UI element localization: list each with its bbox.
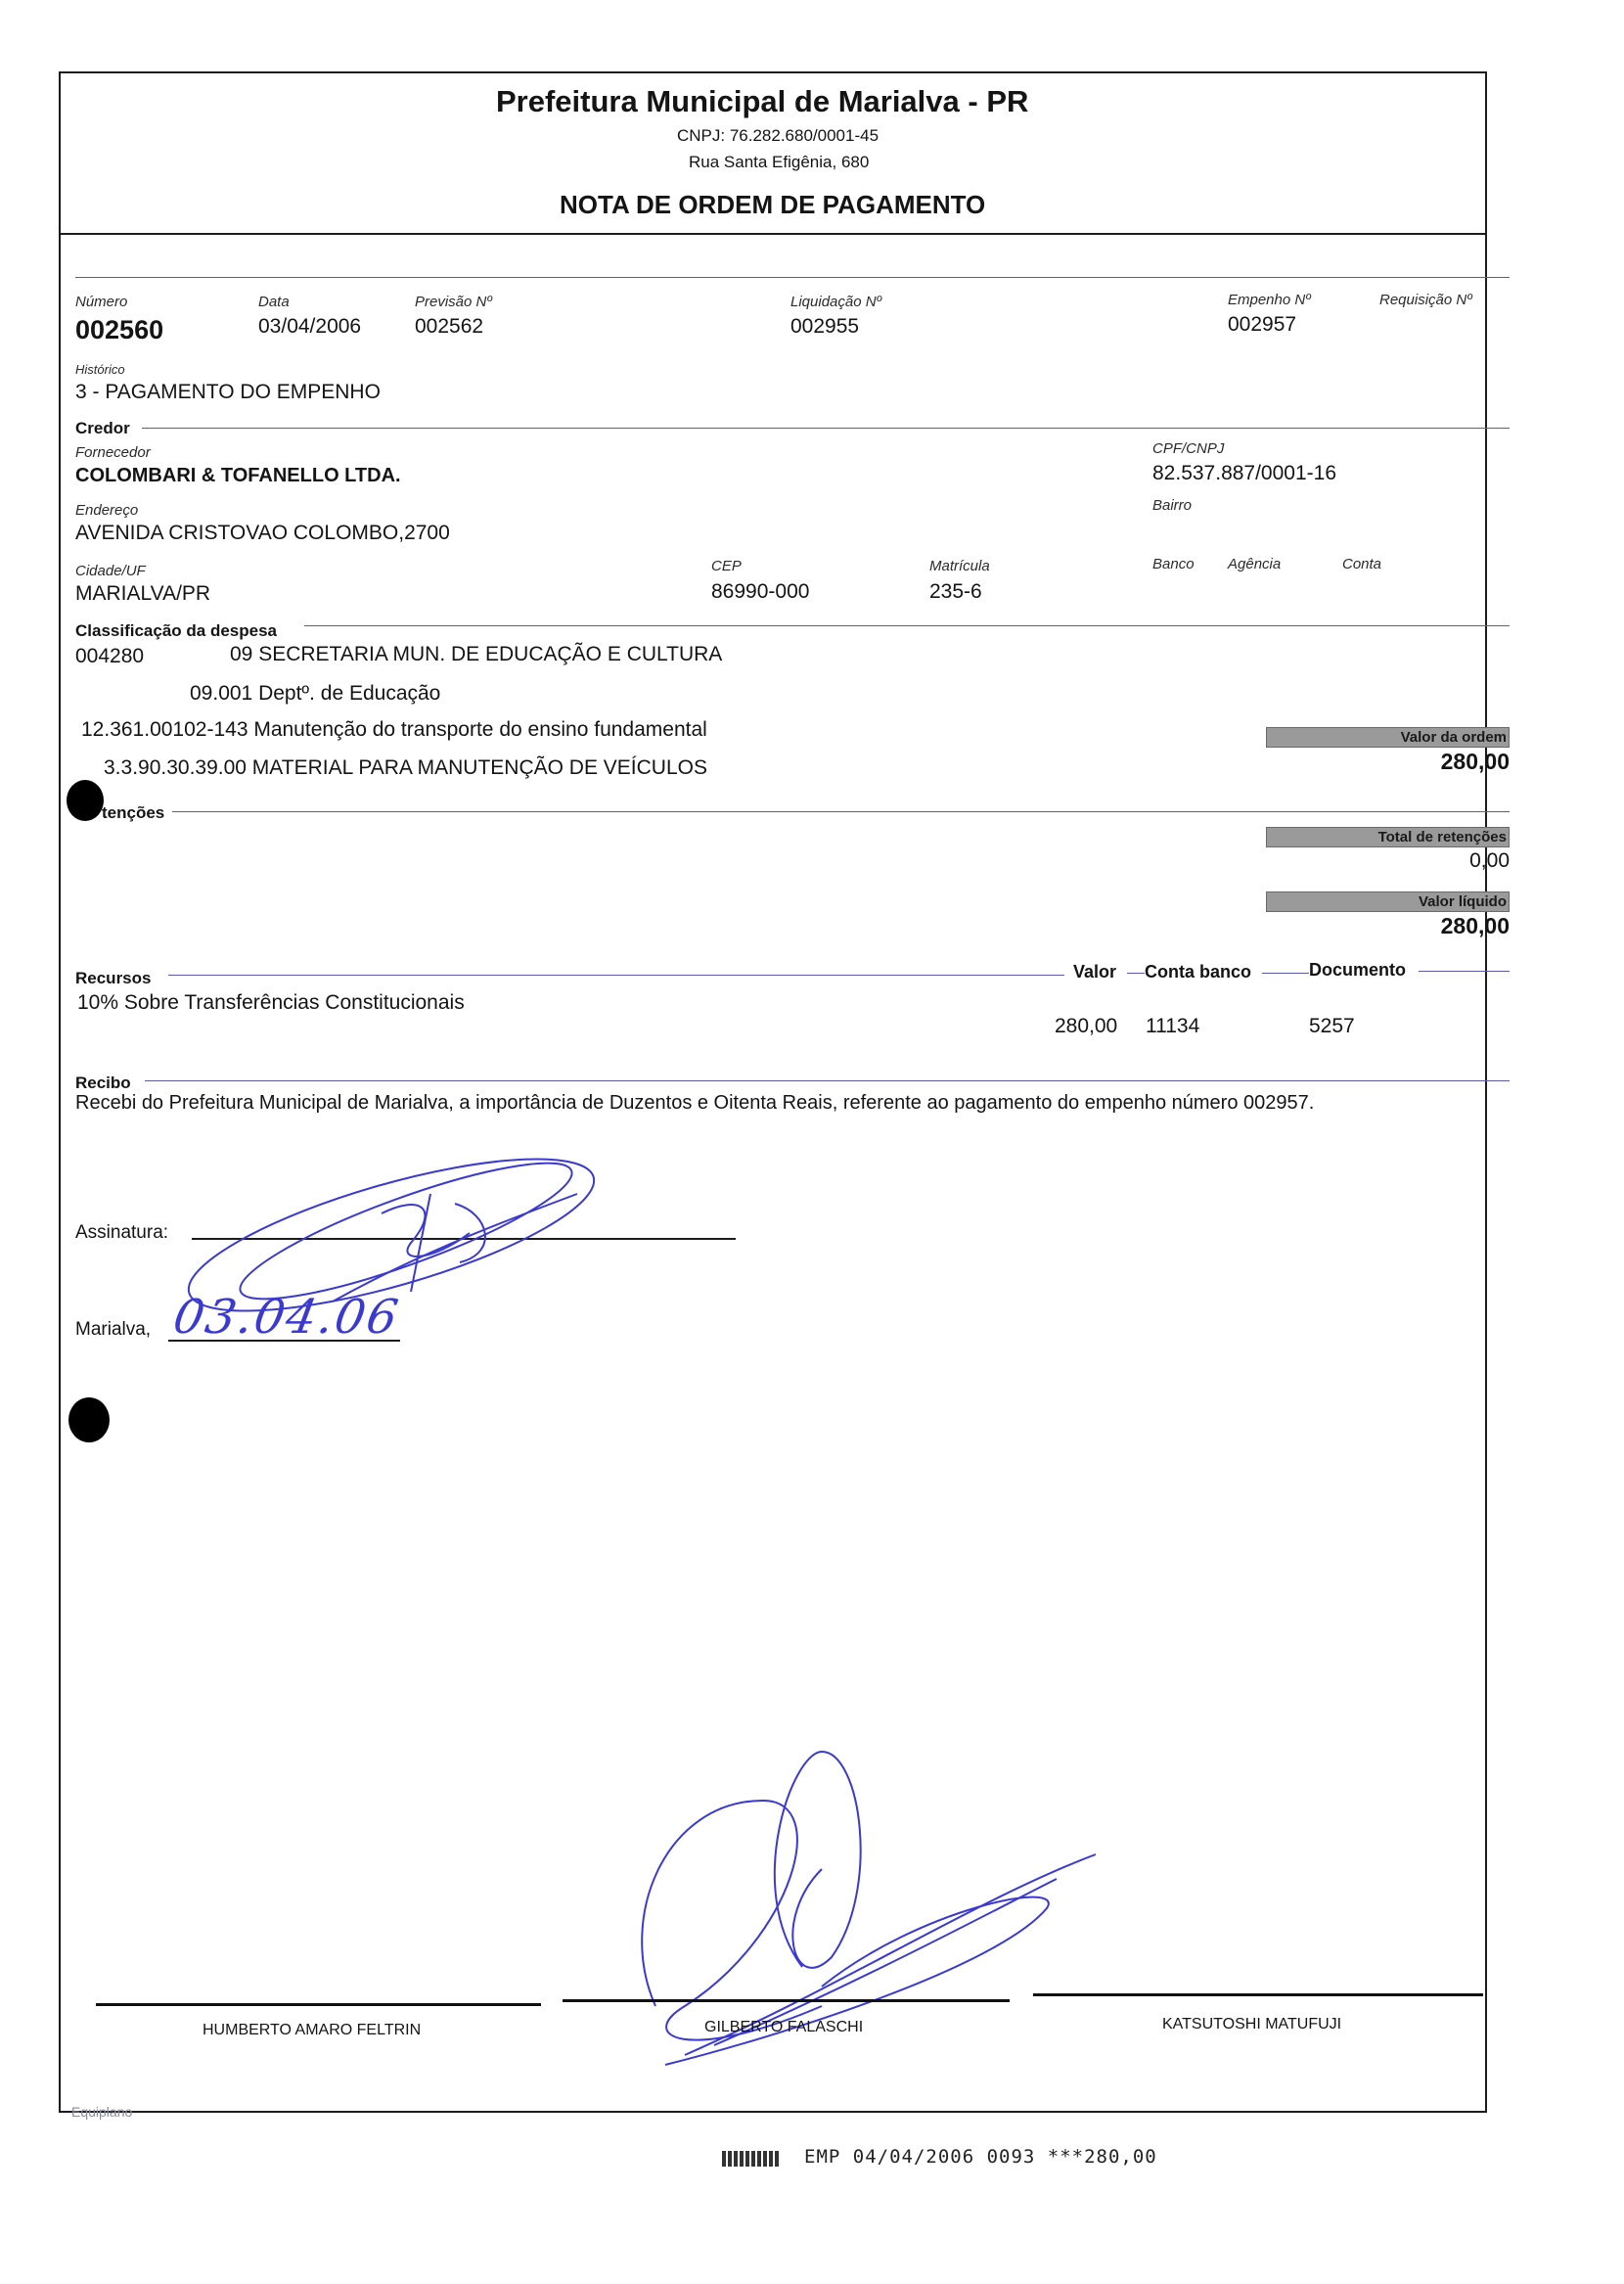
recursos-descricao: 10% Sobre Transferências Constitucionais: [77, 991, 465, 1014]
cep-label: CEP: [711, 558, 742, 574]
conta-label: Conta: [1342, 556, 1382, 572]
recursos-rule-2: [1127, 973, 1145, 974]
cpf-label: CPF/CNPJ: [1152, 440, 1225, 457]
recursos-conta: 11134: [1146, 1015, 1200, 1037]
valor-ordem-value: 280,00: [1440, 749, 1510, 774]
historico-value: 3 - PAGAMENTO DO EMPENHO: [75, 381, 381, 403]
total-retencoes-value: 0,00: [1469, 849, 1510, 872]
signatory-1: HUMBERTO AMARO FELTRIN: [203, 2022, 422, 2038]
banco-label: Banco: [1152, 556, 1195, 572]
footer-brand: Equiplano: [71, 2104, 133, 2120]
handwritten-date: 03.04.06: [169, 1290, 404, 1345]
cnpj-text: CNPJ: 76.282.680/0001-45: [677, 126, 880, 145]
classificacao-line3: 12.361.00102-143 Manutenção do transporte do ensino fundamental: [81, 718, 707, 741]
valor-ordem-label: Valor da ordem: [1266, 727, 1510, 748]
endereco-value: AVENIDA CRISTOVAO COLOMBO,2700: [75, 522, 450, 544]
signature-line-1: [96, 2003, 541, 2006]
historico-label: Histórico: [75, 362, 125, 377]
total-retencoes-label: Total de retenções: [1266, 827, 1510, 847]
signature-line-3: [1033, 1993, 1483, 1996]
signatory-3: KATSUTOSHI MATUFUJI: [1162, 2016, 1342, 2033]
cidade-label: Cidade/UF: [75, 563, 146, 579]
fornecedor-value: COLOMBARI & TOFANELLO LTDA.: [75, 465, 401, 486]
bairro-label: Bairro: [1152, 497, 1193, 514]
punch-hole-bottom: [68, 1397, 110, 1442]
signatory-2: GILBERTO FALASCHI: [704, 2019, 864, 2035]
assinatura-label: Assinatura:: [75, 1222, 169, 1243]
stamp-logo-mark: [722, 2151, 781, 2167]
signature-line-2: [563, 1999, 1010, 2002]
cpf-value: 82.537.887/0001-16: [1152, 462, 1337, 484]
recursos-documento-label: Documento: [1309, 960, 1406, 980]
liquidacao-label: Liquidação Nº: [790, 294, 882, 310]
page-title: Prefeitura Municipal de Marialva - PR: [496, 84, 1029, 118]
endereco-label: Endereço: [75, 502, 139, 519]
numero-label: Número: [75, 294, 128, 310]
recibo-rule: [145, 1080, 1510, 1081]
matricula-value: 235-6: [929, 580, 982, 603]
liquidacao-value: 002955: [790, 315, 860, 338]
recibo-section-title: Recibo: [75, 1073, 131, 1092]
classificacao-line2: 09.001 Deptº. de Educação: [190, 682, 441, 705]
bank-stamp: EMP 04/04/2006 0093 ***280,00: [804, 2146, 1157, 2168]
cep-value: 86990-000: [711, 580, 810, 603]
classificacao-section-title: Classificação da despesa: [75, 621, 278, 640]
recipient-signature: [176, 1155, 607, 1341]
valor-liquido-value: 280,00: [1440, 913, 1510, 938]
recibo-text: Recebi do Prefeitura Municipal de Marialva, a importância de Duzentos e Oitenta Reais, referente ao pagamento do empenho número 002957.: [75, 1092, 1315, 1114]
requisicao-label: Requisição Nº: [1379, 292, 1472, 308]
recursos-valor-label: Valor: [1073, 962, 1117, 982]
empenho-value: 002957: [1228, 313, 1297, 336]
data-value: 03/04/2006: [258, 315, 362, 338]
classificacao-line4: 3.3.90.30.39.00 MATERIAL PARA MANUTENÇÃO DE VEÍCULOS: [104, 756, 707, 779]
header-divider: [59, 233, 1487, 235]
recursos-section-title: Recursos: [75, 969, 152, 987]
cidade-value: MARIALVA/PR: [75, 582, 211, 605]
recursos-valor: 280,00: [1055, 1015, 1118, 1037]
recursos-rule: [168, 975, 1064, 976]
recursos-rule-3: [1262, 973, 1309, 974]
previsao-value: 002562: [415, 315, 484, 338]
fornecedor-label: Fornecedor: [75, 444, 151, 461]
credor-section-title: Credor: [75, 419, 130, 437]
empenho-label: Empenho Nº: [1228, 292, 1311, 308]
classificacao-code: 004280: [75, 645, 145, 667]
previsao-label: Previsão Nº: [415, 294, 492, 310]
retencoes-section-title: tenções: [102, 803, 165, 822]
punch-hole-top: [67, 780, 104, 821]
valor-liquido-label: Valor líquido: [1266, 891, 1510, 912]
classificacao-rule: [304, 625, 1510, 626]
authorizer-signature: [626, 1742, 1105, 2075]
recursos-documento: 5257: [1309, 1015, 1355, 1037]
agencia-label: Agência: [1228, 556, 1282, 572]
retencoes-rule: [172, 811, 1510, 812]
matricula-label: Matrícula: [929, 558, 990, 574]
ids-top-rule: [75, 277, 1510, 278]
data-label: Data: [258, 294, 290, 310]
address-text: Rua Santa Efigênia, 680: [689, 153, 870, 171]
recursos-conta-label: Conta banco: [1145, 962, 1252, 982]
credor-rule: [142, 428, 1510, 429]
recursos-rule-4: [1419, 971, 1510, 972]
local-label: Marialva,: [75, 1319, 152, 1340]
classificacao-line1: 09 SECRETARIA MUN. DE EDUCAÇÃO E CULTURA: [230, 643, 723, 665]
numero-value: 002560: [75, 315, 164, 344]
document-title: NOTA DE ORDEM DE PAGAMENTO: [560, 190, 986, 219]
